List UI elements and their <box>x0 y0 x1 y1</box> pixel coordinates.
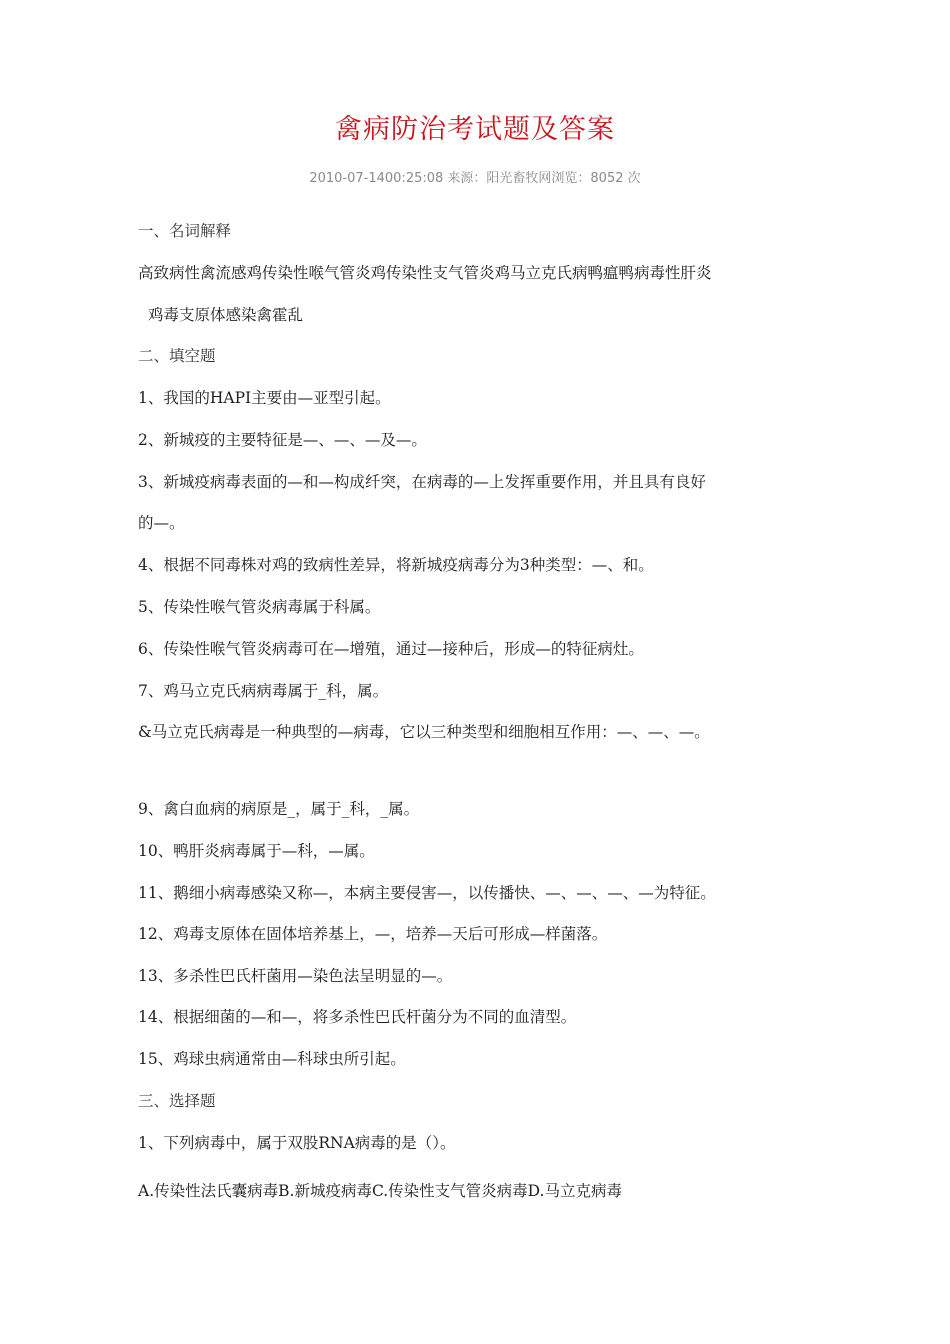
article-meta: 2010-07-1400:25:08 来源：阳光畜牧网浏览：8052 次 <box>309 171 641 186</box>
question-fill-14: 14、根据细菌的—和—，将多杀性巴氏杆菌分为不同的血清型。 <box>138 1008 577 1026</box>
section-heading-fill-blank: 二、填空题 <box>138 347 216 365</box>
question-fill-1: 1、我国的HAPI主要由—亚型引起。 <box>138 389 391 407</box>
section-heading-definitions: 一、名词解释 <box>138 222 232 240</box>
question-fill-13: 13、多杀性巴氏杆菌用—染色法呈明显的—。 <box>138 967 453 985</box>
question-fill-11: 11、鹅细小病毒感染又称—，本病主要侵害—，以传播快、—、—、—、—为特征。 <box>138 884 716 902</box>
page-title: 禽病防治考试题及答案 <box>335 114 615 145</box>
question-fill-5: 5、传染性喉气管炎病毒属于科属。 <box>138 598 381 616</box>
question-fill-3a: 3、新城疫病毒表面的—和—构成纤突，在病毒的—上发挥重要作用，并且具有良好 <box>138 473 706 491</box>
section-heading-choice: 三、选择题 <box>138 1092 216 1110</box>
question-fill-15: 15、鸡球虫病通常由—科球虫所引起。 <box>138 1050 406 1068</box>
terms-line-2: 鸡毒支原体感染禽霍乱 <box>148 306 304 324</box>
question-fill-9: 9、禽白血病的病原是_，属于_科，_属。 <box>138 800 420 818</box>
question-fill-4: 4、根据不同毒株对鸡的致病性差异，将新城疫病毒分为3种类型：—、和。 <box>138 556 654 574</box>
question-fill-8: &马立克氏病毒是一种典型的—病毒，它以三种类型和细胞相互作用：—、—、—。 <box>138 723 710 741</box>
question-choice-1-options: A.传染性法氏囊病毒B.新城疫病毒C.传染性支气管炎病毒D.马立克病毒 <box>138 1182 622 1200</box>
question-fill-12: 12、鸡毒支原体在固体培养基上，—，培养—天后可形成—样菌落。 <box>138 925 608 943</box>
question-fill-2: 2、新城疫的主要特征是—、—、—及—。 <box>138 431 427 449</box>
question-fill-10: 10、鸭肝炎病毒属于—科，—属。 <box>138 842 375 860</box>
question-fill-6: 6、传染性喉气管炎病毒可在—增殖，通过—接种后，形成—的特征病灶。 <box>138 640 644 658</box>
question-fill-3b: 的—。 <box>138 514 185 532</box>
terms-line-1: 高致病性禽流感鸡传染性喉气管炎鸡传染性支气管炎鸡马立克氏病鸭瘟鸭病毒性肝炎 <box>138 264 712 282</box>
question-choice-1: 1、下列病毒中，属于双股RNA病毒的是（）。 <box>138 1134 456 1152</box>
question-fill-7: 7、鸡马立克氏病病毒属于_科，属。 <box>138 682 389 700</box>
